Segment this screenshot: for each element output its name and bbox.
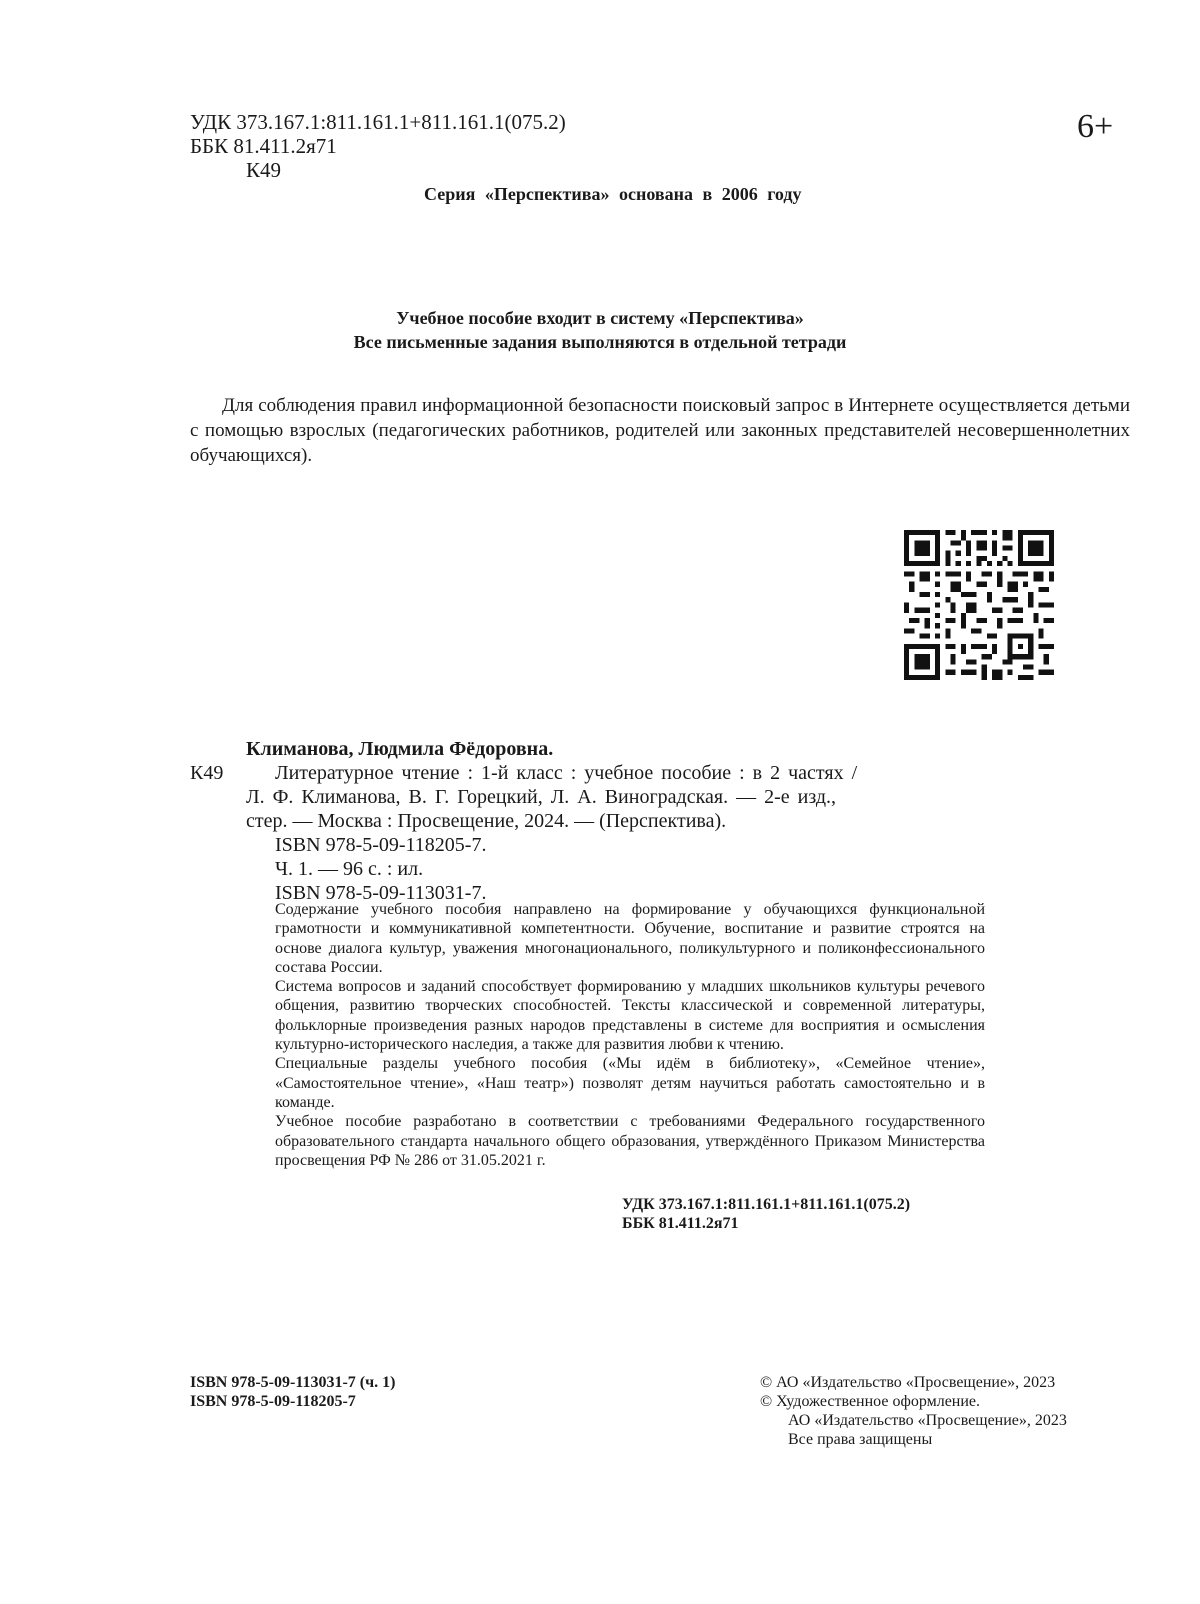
system-note-line2: Все письменные задания выполняются в отдельной тетради	[353, 332, 847, 352]
annotation-paragraph: Содержание учебного пособия направлено на формирование у обучающихся функциональной грамотности и коммуникативной компетентности. Обучение, воспитание и развитие строятся на основе диалога культур, уважения многонационального, поликультурного и поликонфессионального состава России.	[275, 901, 985, 976]
bbk-code: ББК 81.411.2я71	[190, 134, 337, 158]
copyright-design-publisher: АО «Издательство «Просвещение», 2023	[788, 1412, 1067, 1429]
safety-notice-text: Для соблюдения правил информационной безопасности поисковый запрос в Интернете осуществляется детьми с помощью взрослых (педагогических работников, родителей или законных представителей несовершеннолетних обучающихся).	[190, 395, 1130, 466]
system-note-line1: Учебное пособие входит в систему «Перспектива»	[396, 308, 804, 328]
bib-part: Ч. 1. — 96 с. : ил.	[275, 858, 424, 880]
bib-authors-line: Л. Ф. Климанова, В. Г. Горецкий, Л. А. Виноградская. — 2-е изд.,	[246, 786, 837, 808]
footer-isbn-set: ISBN 978-5-09-118205-7	[190, 1393, 356, 1410]
age-rating: 6+	[1077, 108, 1114, 145]
annotation-paragraph: Учебное пособие разработано в соответствии с требованиями Федерального государственного образовательного стандарта начального общего образования, утверждённого Приказом Министерства просвещения РФ № 286 от 31.05.2021 г.	[275, 1113, 985, 1169]
bib-title-line: Литературное чтение : 1-й класс : учебное пособие : в 2 частях /	[275, 762, 858, 784]
copyright-design: © Художественное оформление.	[760, 1393, 981, 1410]
udk-code: УДК 373.167.1:811.161.1+811.161.1(075.2)	[190, 110, 566, 134]
rights-reserved: Все права защищены	[788, 1431, 933, 1448]
bib-isbn-set: ISBN 978-5-09-118205-7.	[275, 834, 487, 856]
qr-code-icon	[904, 530, 1054, 680]
footer-isbn-part: ISBN 978-5-09-113031-7 (ч. 1)	[190, 1374, 396, 1391]
annotation-paragraph: Специальные разделы учебного пособия («Мы идём в библиотеку», «Семейное чтение», «Самостоятельное чтение», «Наш театр») позволят детям научиться работать самостоятельно и в команде.	[275, 1055, 985, 1111]
author-mark: К49	[246, 158, 282, 182]
safety-notice	[190, 393, 1130, 468]
bib-mark: К49	[190, 762, 224, 784]
author-heading: Климанова, Людмила Фёдоровна.	[246, 738, 554, 760]
copyright-publisher: © АО «Издательство «Просвещение», 2023	[760, 1374, 1056, 1391]
bib-isbn-part: ISBN 978-5-09-113031-7.	[275, 882, 487, 904]
bib-edition-line: стер. — Москва : Просвещение, 2024. — (Перспектива).	[246, 810, 727, 832]
annotation	[275, 900, 985, 1170]
index-udk: УДК 373.167.1:811.161.1+811.161.1(075.2)	[622, 1196, 911, 1213]
annotation-paragraph: Система вопросов и заданий способствует формированию у младших школьников культуры речевого общения, развитию творческих способностей. Тексты классической и современной литературы, фольклорные произведения разных народов представлены в системе для восприятия и осмысления культурно-исторического наследия, а также для развития любви к чтению.	[275, 978, 985, 1054]
index-bbk: ББК 81.411.2я71	[622, 1215, 739, 1232]
series-founded: Серия «Перспектива» основана в 2006 году	[424, 184, 802, 204]
